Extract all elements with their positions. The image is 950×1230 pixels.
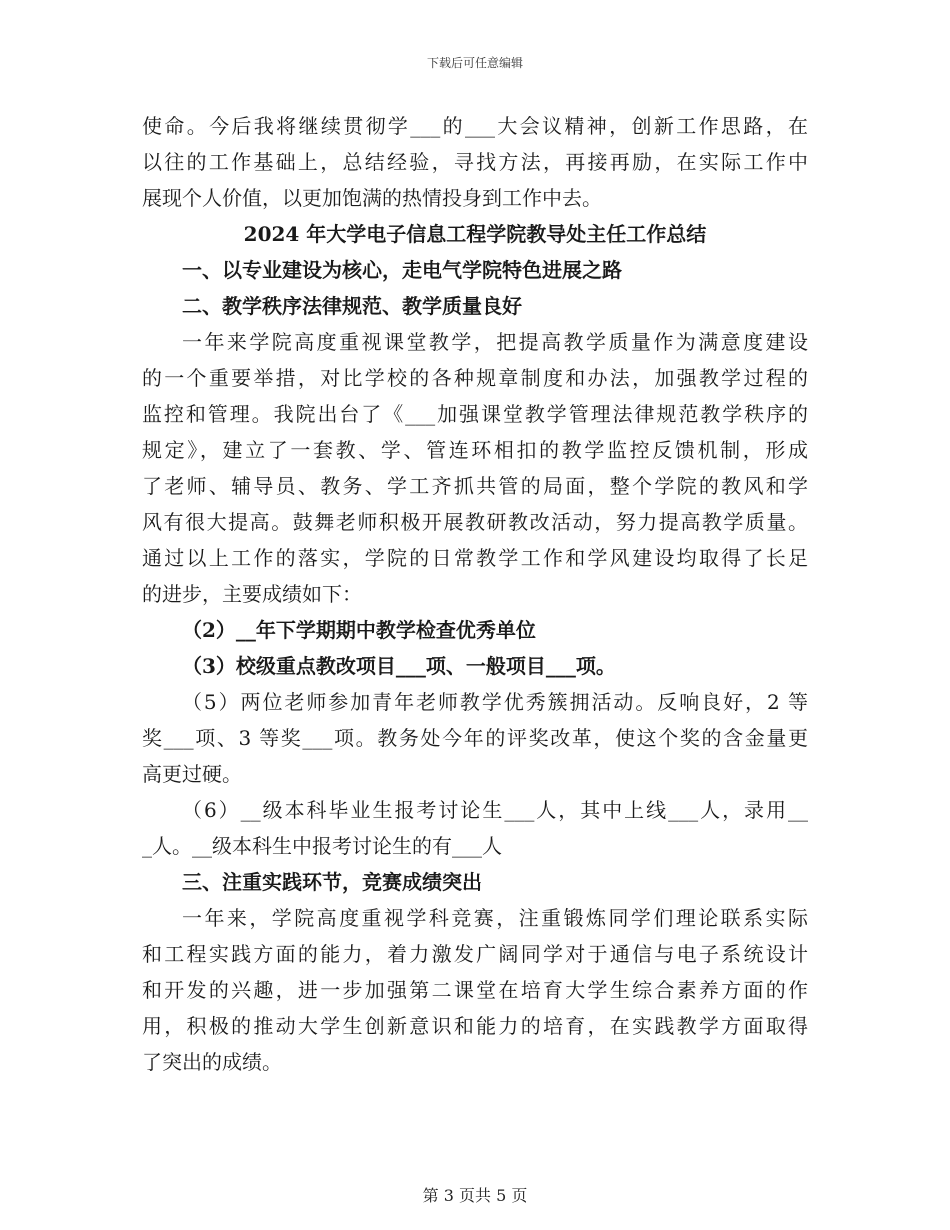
paragraph-line: 的一个重要举措，对比学校的各种规章制度和办法，加强教学过程的 — [142, 366, 808, 390]
achievement-line: 高更过硬。 — [142, 762, 242, 786]
paragraph-line: 了老师、辅导员、教务、学工齐抓共管的局面，整个学院的教风和学 — [142, 474, 808, 498]
achievement-line: _人。__级本科生中报考讨论生的有___人 — [142, 834, 502, 858]
paragraph-line: 和工程实践方面的能力，着力激发广阔同学对于通信与电子系统设计 — [142, 942, 808, 966]
achievement-line: 奖___项、3 等奖___项。教务处今年的评奖改革，使这个奖的含金量更 — [142, 726, 808, 750]
achievement-item: （2）__年下学期期中教学检查优秀单位 — [182, 618, 536, 642]
paragraph-line: 风有很大提高。鼓舞老师积极开展教研教改活动，努力提高教学质量。 — [142, 510, 808, 534]
section-heading-3: 三、注重实践环节，竞赛成绩突出 — [182, 870, 482, 894]
section-heading-2: 二、教学秩序法律规范、教学质量良好 — [182, 294, 522, 318]
text-line: 使命。今后我将继续贯彻学___的___大会议精神，创新工作思路，在 — [142, 114, 808, 138]
paragraph-line: 和开发的兴趣，进一步加强第二课堂在培育大学生综合素养方面的作 — [142, 978, 808, 1002]
document-title: 2024 年大学电子信息工程学院教导处主任工作总结 — [243, 222, 707, 246]
paragraph-line: 监控和管理。我院出台了《___加强课堂教学管理法律规范教学秩序的 — [142, 402, 808, 426]
page-header: 下载后可任意编辑 — [426, 56, 523, 70]
achievement-line: （6）__级本科毕业生报考讨论生___人，其中上线___人，录用__ — [182, 798, 808, 822]
page-footer: 第 3 页共 5 页 — [422, 1186, 528, 1205]
paragraph-line: 一年来学院高度重视课堂教学，把提高教学质量作为满意度建设 — [182, 330, 808, 354]
section-heading-1: 一、以专业建设为核心，走电气学院特色进展之路 — [182, 258, 622, 282]
paragraph-line: 的进步，主要成绩如下： — [142, 582, 362, 606]
paragraph-line: 一年来，学院高度重视学科竞赛，注重锻炼同学们理论联系实际 — [182, 906, 808, 930]
paragraph-line: 了突出的成绩。 — [142, 1050, 282, 1074]
achievement-item: （3）校级重点教改项目___项、一般项目___项。 — [182, 654, 616, 678]
achievement-line: （5）两位老师参加青年老师教学优秀簇拥活动。反响良好，2 等 — [182, 690, 808, 714]
document-body — [142, 108, 808, 1080]
paragraph-line: 规定》，建立了一套教、学、管连环相扣的教学监控反馈机制，形成 — [142, 438, 808, 462]
text-line: 以往的工作基础上，总结经验，寻找方法，再接再励，在实际工作中 — [142, 150, 808, 174]
text-line: 展现个人价值，以更加饱满的热情投身到工作中去。 — [142, 186, 602, 210]
paragraph-line: 通过以上工作的落实，学院的日常教学工作和学风建设均取得了长足 — [142, 546, 808, 570]
paragraph-line: 用，积极的推动大学生创新意识和能力的培育，在实践教学方面取得 — [142, 1014, 808, 1038]
